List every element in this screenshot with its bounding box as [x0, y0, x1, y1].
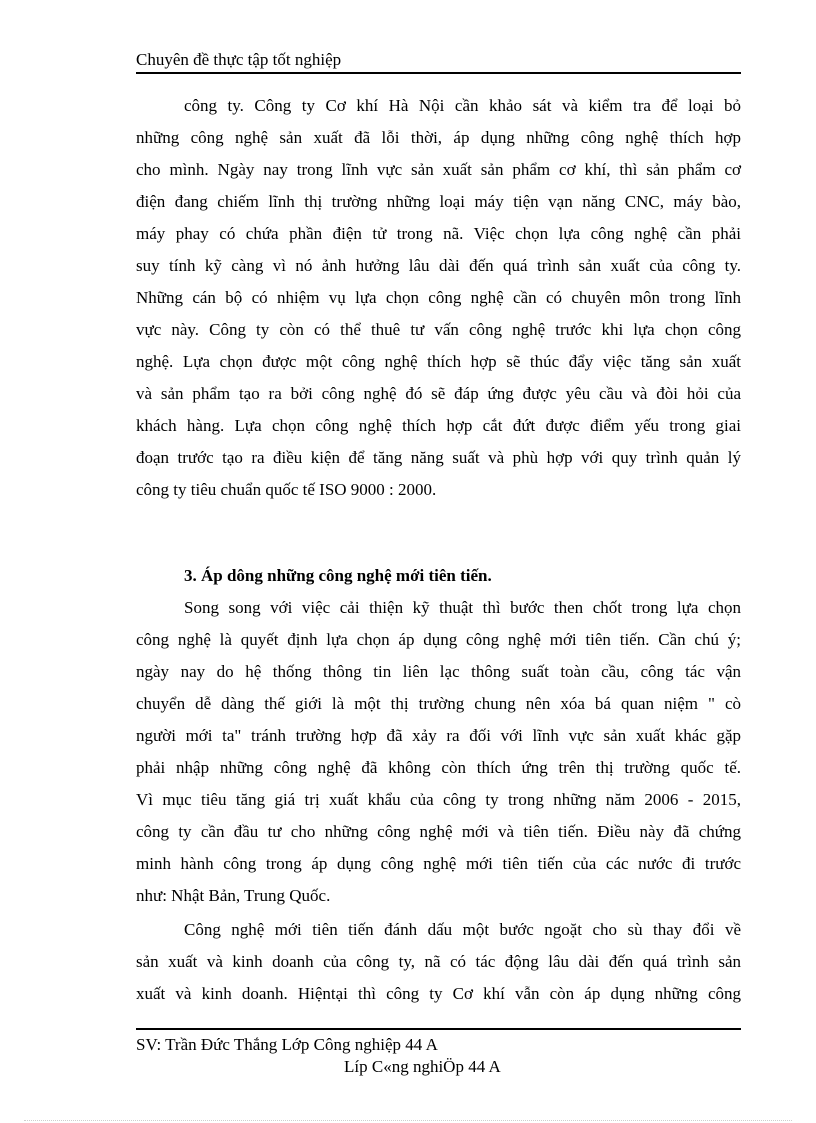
text-line: Công nghệ mới tiên tiến đánh dấu một bước ngoặt cho sù thay đổi về — [184, 920, 741, 939]
footer-class: Líp C«ng nghiÖp 44 A — [344, 1057, 501, 1076]
text-line: nghệ. Lựa chọn được một công nghệ thích hợp sẽ thúc đẩy việc tăng sản xuất — [136, 352, 741, 371]
text-line: công ty cần đầu tư cho những công nghệ mới và tiên tiến. Điều này đã chứng — [136, 822, 741, 841]
text-line: người mới ta" tránh trường hợp đã xảy ra đối với lĩnh vực sản xuất khác gặp — [136, 726, 741, 745]
text-line: công ty tiêu chuẩn quốc tế ISO 9000 : 2000. — [136, 480, 437, 499]
text-line: khách hàng. Lựa chọn công nghệ thích hợp cắt đứt được điểm yếu trong giai — [136, 416, 741, 435]
text-line: xuất và kinh doanh. Hiệntại thì công ty Cơ khí vẫn còn áp dụng những công — [136, 984, 741, 1003]
text-line: công nghệ là quyết định lựa chọn áp dụng công nghệ mới tiên tiến. Cần chú ý; — [136, 630, 741, 649]
text-line: điện đang chiếm lĩnh thị trường những loại máy tiện vạn năng CNC, máy bào, — [136, 192, 741, 211]
text-line: Song song với việc cải thiện kỹ thuật thì bước then chốt trong lựa chọn — [184, 598, 741, 617]
header-title: Chuyên đề thực tập tốt nghiệp — [136, 50, 342, 69]
section-heading: 3. Áp dông những công nghệ mới tiên tiến. — [184, 566, 492, 585]
text-line: minh hành công trong áp dụng công nghệ mới tiên tiến của các nước đi trước — [136, 854, 741, 873]
text-line: sản xuất và kinh doanh của công ty, nã có tác động lâu dài đến quá trình sản — [136, 952, 741, 971]
text-line: đoạn trước tạo ra điều kiện để tăng năng suất và phù hợp với quy trình quản lý — [136, 448, 741, 467]
page-edge-divider — [24, 1120, 792, 1121]
text-line: và sản phẩm tạo ra bởi công nghệ đó sẽ đáp ứng được yêu cầu và đòi hỏi của — [136, 384, 741, 403]
footer-divider — [136, 1028, 741, 1030]
text-line: chuyển dễ dàng thế giới là một thị trường chung nên xóa bá quan niệm " cò — [136, 694, 741, 713]
text-line: suy tính kỹ càng vì nó ảnh hưởng lâu dài đến quá trình sản xuất của công ty. — [136, 256, 741, 275]
text-line: công ty. Công ty Cơ khí Hà Nội cần khảo sát và kiểm tra để loại bỏ — [184, 96, 741, 115]
text-line: Những cán bộ có nhiệm vụ lựa chọn công nghệ cần có chuyên môn trong lĩnh — [136, 288, 741, 307]
footer-student: SV: Trần Đức Thắng Lớp Công nghiệp 44 A — [136, 1035, 438, 1054]
text-line: những công nghệ sản xuất đã lỗi thời, áp dụng những công nghệ thích hợp — [136, 128, 741, 147]
text-line: ngày nay do hệ thống thông tin liên lạc thông suất toàn cầu, công tác vận — [136, 662, 741, 681]
text-line: phải nhập những công nghệ đã không còn thích ứng trên thị trường quốc tế. — [136, 758, 741, 777]
text-line: như: Nhật Bản, Trung Quốc. — [136, 886, 331, 905]
text-line: máy phay có chứa phần điện tử trong nã. Việc chọn lựa công nghệ cần phải — [136, 224, 741, 243]
text-line: Vì mục tiêu tăng giá trị xuất khẩu của công ty trong những năm 2006 - 2015, — [136, 790, 741, 809]
page-header — [136, 48, 741, 74]
text-line: vực này. Công ty còn có thể thuê tư vấn công nghệ trước khi lựa chọn công — [136, 320, 741, 339]
text-line: cho mình. Ngày nay trong lĩnh vực sản xuất sản phẩm cơ khí, thì sản phẩm cơ — [136, 160, 741, 179]
